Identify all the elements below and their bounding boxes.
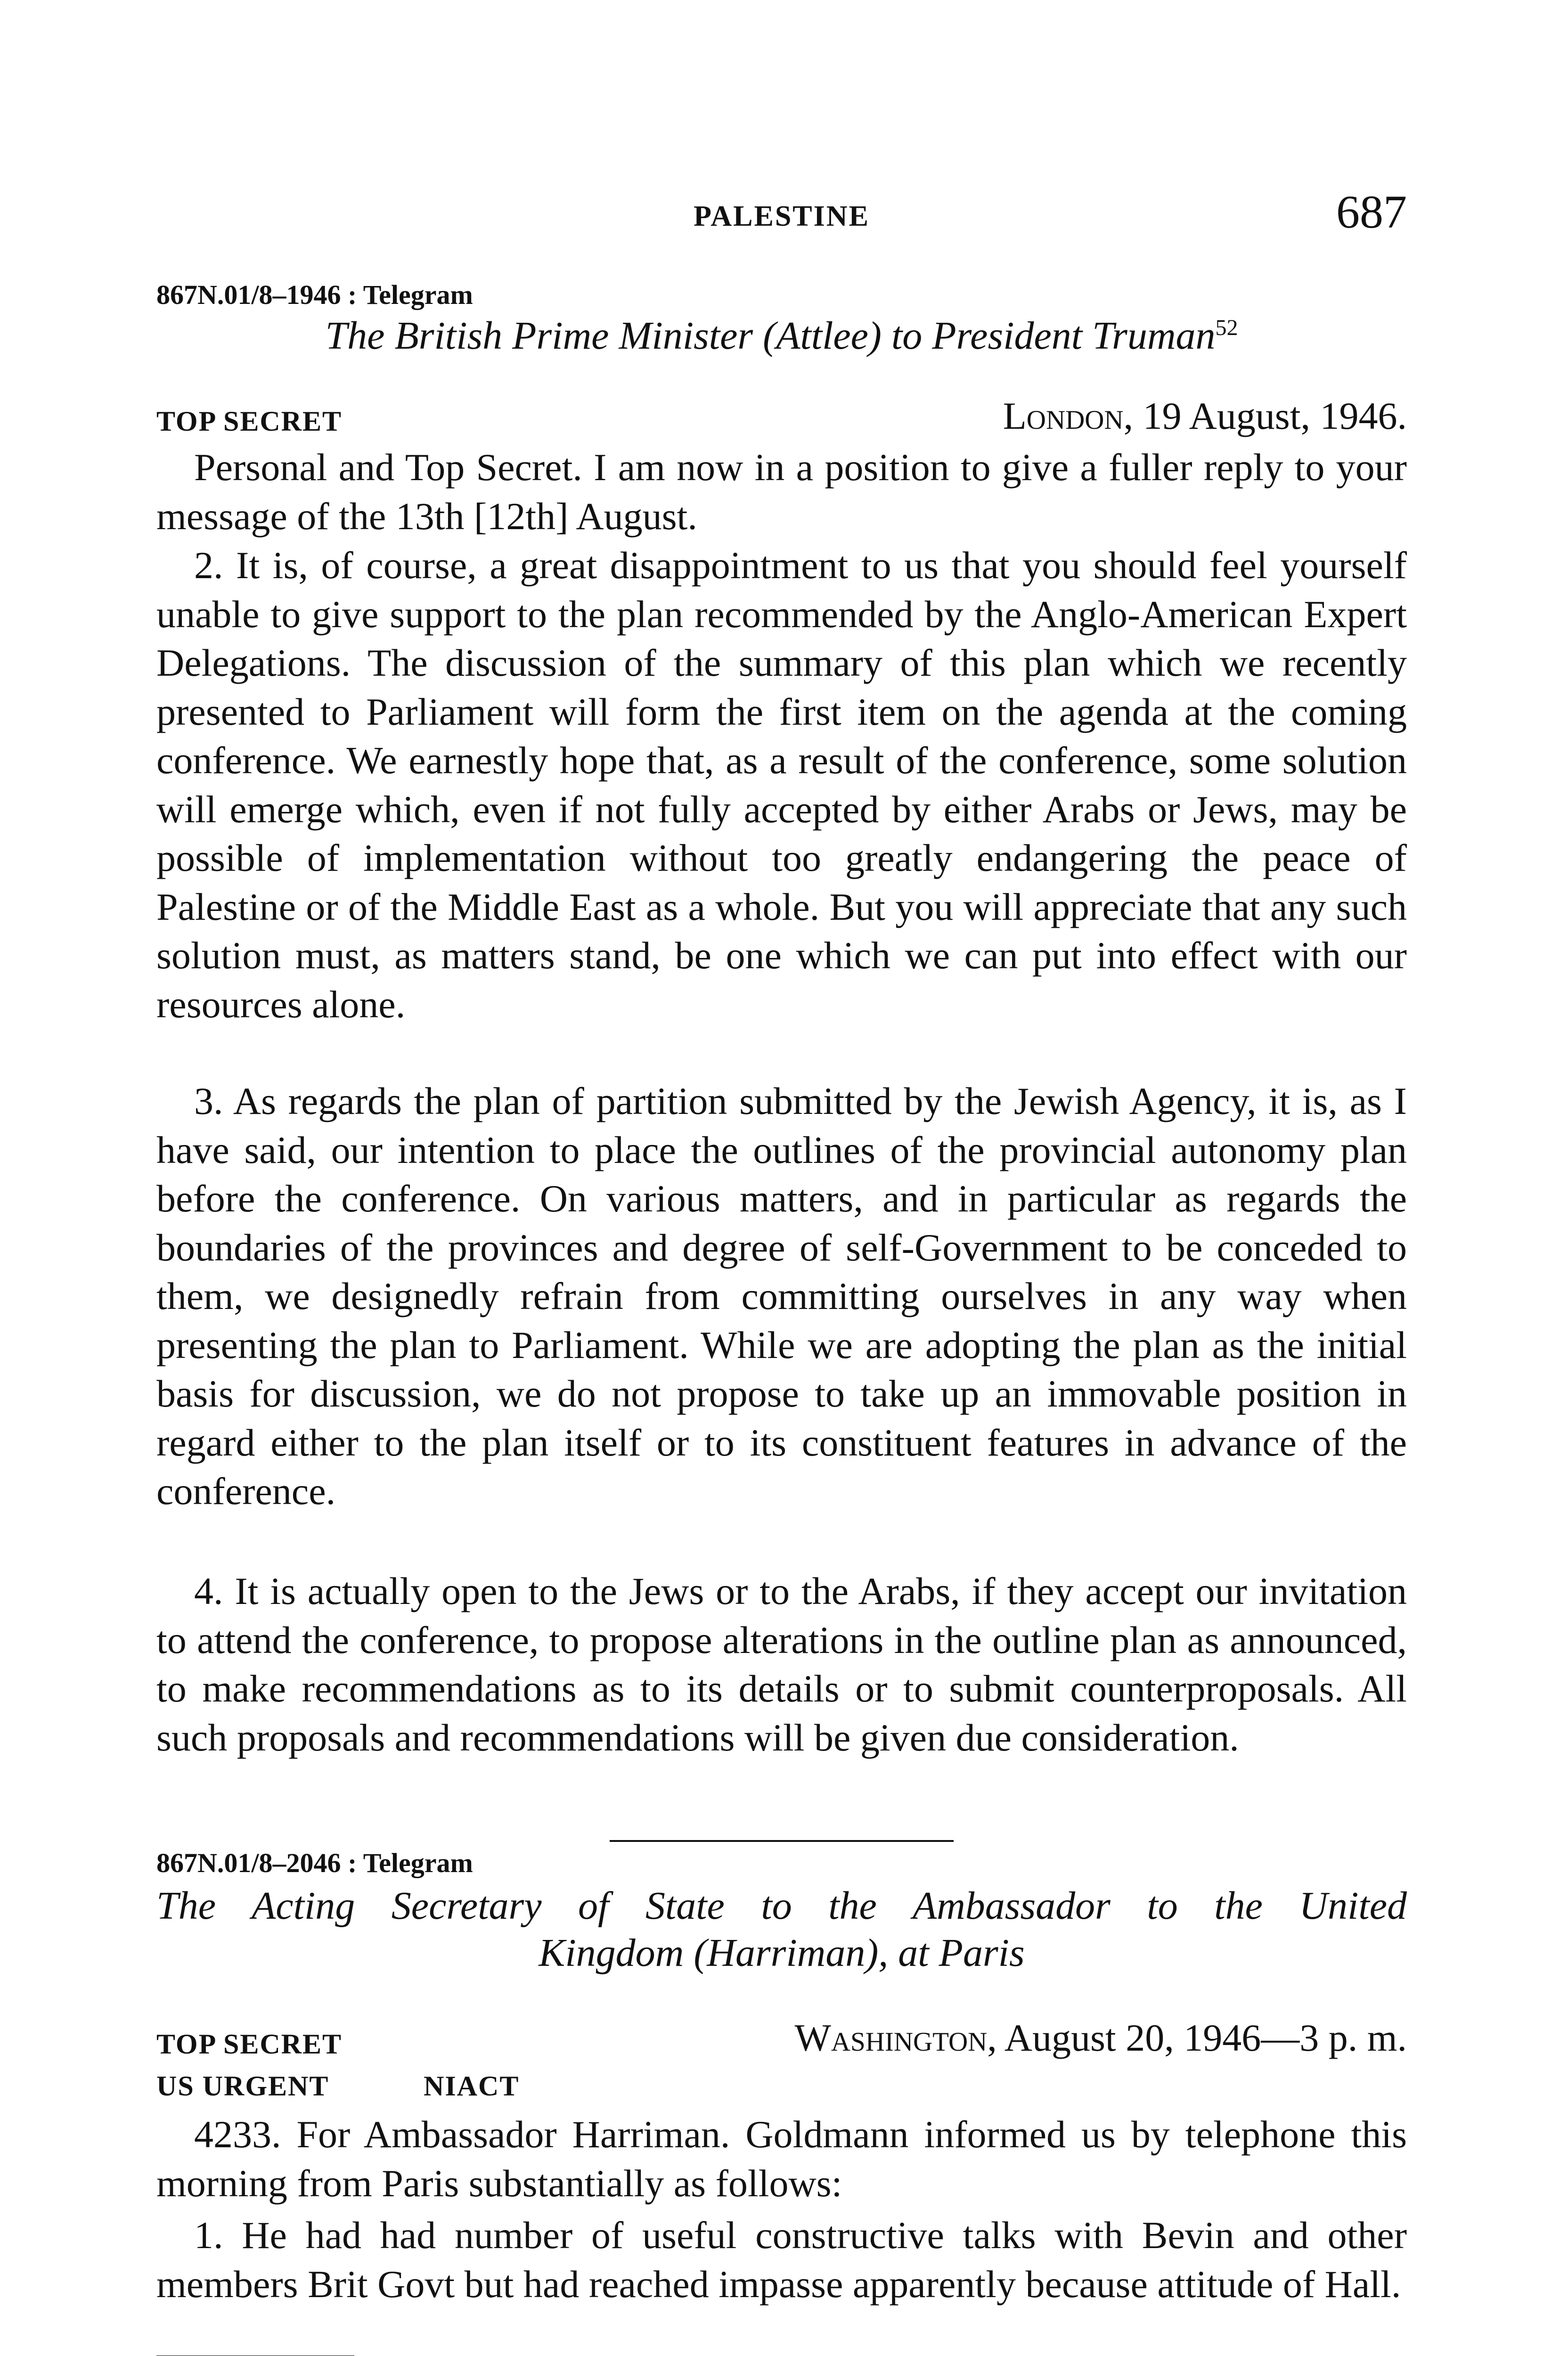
doc1-classification: TOP SECRET	[156, 406, 343, 437]
doc2-paragraph-1: 4233. For Ambassador Harriman. Goldmann informed us by telephone this morning from Paris substantially as follows:	[156, 2113, 1407, 2205]
doc2-classification: TOP SECRET	[156, 2029, 343, 2060]
doc2-priority: US URGENT	[156, 2070, 329, 2102]
doc2-niact: NIACT	[424, 2070, 520, 2102]
doc1-paragraph-2: 2. It is, of course, a great disappointment to us that you should feel yourself unable to give support to the plan recommended by the Anglo-American Expert Delegations. The discussion of the summary of this plan which we recently presented to Parliament will form the first item on the agenda at the coming conference. We earnestly hope that, as a result of the conference, some solution will emerge which, even if not fully accepted by either Arabs or Jews, may be possible of implementation without too greatly endangering the peace of Palestine or of the Middle East as a whole. But you will appreciate that any such solution must, as matters stand, be one which we can put into effect with our resources alone.	[156, 544, 1407, 1026]
page-number: 687	[1336, 186, 1407, 238]
running-head	[156, 185, 1407, 241]
doc1-date: 19 August, 1946.	[1143, 394, 1407, 437]
doc2-file-id: 867N.01/8–2046 : Telegram	[156, 1848, 473, 1878]
doc2-heading-line-1: The Acting Secretary of State to the Ambassador to the United	[156, 1884, 1407, 1928]
doc1-file-id: 867N.01/8–1946 : Telegram	[156, 279, 473, 310]
doc2-place: Washington,	[794, 2016, 997, 2059]
doc1-footnote-ref: 52	[1215, 315, 1238, 340]
doc1-paragraph-3: 3. As regards the plan of partition submitted by the Jewish Agency, it is, as I have said, our intention to place the outlines of the provincial autonomy plan before the conference. On various matters, and in particular as regards the boundaries of the provinces and degree of self-Government to be conceded to them, we designedly refrain from committing ourselves in any way when presenting the plan to Parliament. While we are adopting the plan as the initial basis for discussion, we do not propose to take up an immovable position in regard either to the plan itself or to its constituent features in advance of the conference.	[156, 1080, 1407, 1513]
doc1-place-date	[1003, 394, 1407, 438]
doc1-paragraph-1: Personal and Top Secret. I am now in a position to give a fuller reply to your message of the 13th [12th] August.	[156, 446, 1407, 538]
running-title: PALESTINE	[694, 200, 870, 232]
section-divider	[610, 1840, 954, 1842]
doc2-heading-line-2: Kingdom (Harriman), at Paris	[539, 1931, 1025, 1975]
doc1-paragraph-4: 4. It is actually open to the Jews or to the Arabs, if they accept our invitation to attend the conference, to propose alterations in the outline plan as announced, to make recommendations as to its details or to submit counterproposals. All such proposals and recommendations will be given due consideration.	[156, 1570, 1407, 1759]
doc1-heading	[156, 313, 1407, 359]
doc2-paragraph-2: 1. He had had number of useful constructive talks with Bevin and other members Brit Govt but had reached impasse apparently because attitude of Hall.	[156, 2214, 1407, 2306]
doc2-date: August 20, 1946—3 p. m.	[1004, 2016, 1407, 2059]
doc1-place: London,	[1003, 394, 1134, 437]
doc2-place-date	[794, 2016, 1407, 2060]
doc1-heading-text: The British Prime Minister (Attlee) to President Truman	[325, 314, 1216, 358]
